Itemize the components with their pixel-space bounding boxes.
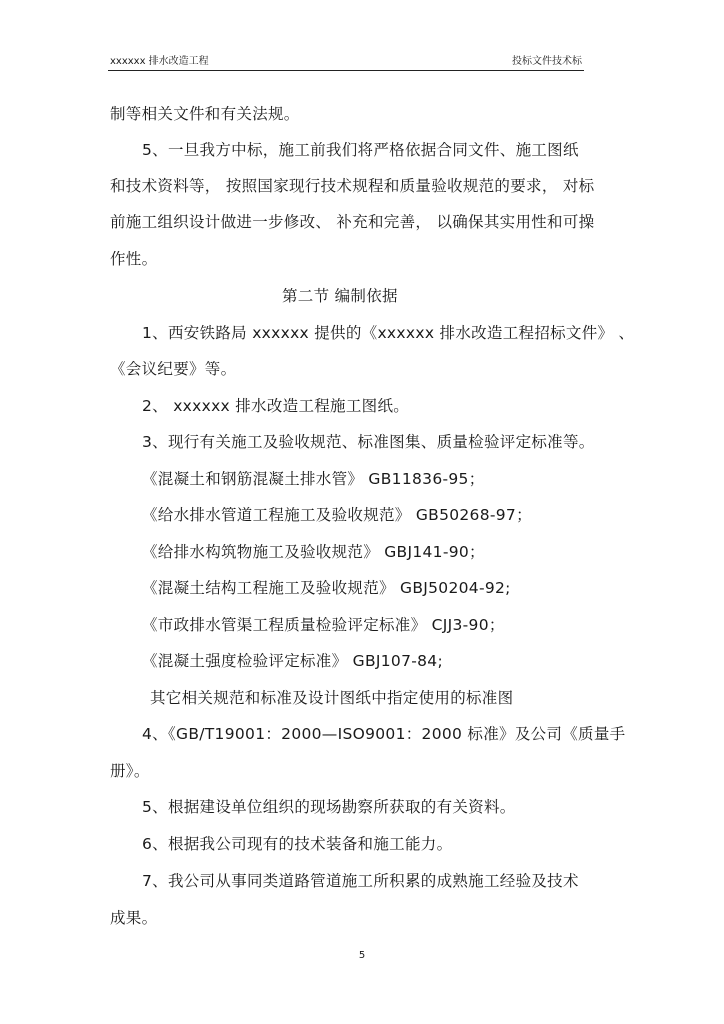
- header-document-type: 投标文件技术标: [512, 56, 582, 67]
- paragraph-line: 3、现行有关施工及验收规范、标准图集、质量检验评定标准等。: [142, 433, 595, 451]
- paragraph-line: 1、西安铁路局 xxxxxx 提供的《xxxxxx 排水改造工程招标文件》 、: [142, 324, 635, 342]
- paragraph-line: 作性。: [110, 250, 158, 268]
- paragraph-line: 2、 xxxxxx 排水改造工程施工图纸。: [142, 397, 410, 415]
- header-divider: [108, 70, 584, 71]
- paragraph-line: 4、《GB/T19001：2000—ISO9001：2000 标准》及公司《质量手: [142, 725, 626, 743]
- standard-item: 《混凝土强度检验评定标准》 GBJ107-84;: [142, 652, 443, 670]
- section-heading: 第二节 编制依据: [282, 287, 398, 305]
- standard-item: 《混凝土和钢筋混凝土排水管》 GB11836-95；: [142, 470, 485, 488]
- paragraph-line: 制等相关文件和有关法规。: [110, 105, 300, 123]
- page-number: 5: [358, 950, 366, 961]
- paragraph-line: 和技术资料等， 按照国家现行技术规程和质量验收规范的要求， 对标: [110, 177, 595, 195]
- header-project-name: xxxxxx 排水改造工程: [110, 56, 209, 67]
- paragraph-line: 《会议纪要》等。: [110, 360, 237, 378]
- paragraph-line: 5、一旦我方中标，施工前我们将严格依据合同文件、施工图纸: [142, 141, 579, 159]
- standard-item: 《市政排水管渠工程质量检验评定标准》 CJJ3-90；: [142, 616, 505, 634]
- paragraph-line: 成果。: [110, 909, 158, 927]
- standard-item: 《给水排水管道工程施工及验收规范》 GB50268-97；: [142, 506, 532, 524]
- paragraph-line: 前施工组织设计做进一步修改、 补充和完善， 以确保其实用性和可操: [110, 213, 595, 231]
- standard-item: 《混凝土结构工程施工及验收规范》 GBJ50204-92;: [142, 579, 511, 597]
- paragraph-line: 册》。: [110, 762, 150, 780]
- paragraph-line: 5、根据建设单位组织的现场勘察所获取的有关资料。: [142, 798, 516, 816]
- standard-item: 《给排水构筑物施工及验收规范》 GBJ141-90；: [142, 543, 485, 561]
- paragraph-line: 7、我公司从事同类道路管道施工所积累的成熟施工经验及技术: [142, 872, 579, 890]
- paragraph-line: 其它相关规范和标准及设计图纸中指定使用的标准图: [150, 689, 514, 707]
- paragraph-line: 6、根据我公司现有的技术装备和施工能力。: [142, 835, 453, 853]
